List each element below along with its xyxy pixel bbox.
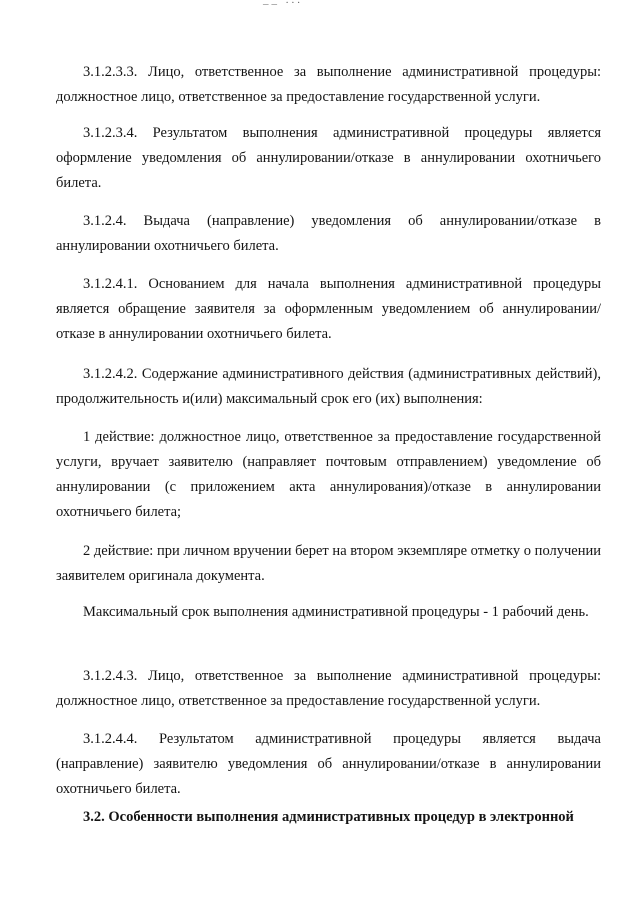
paragraph-3-1-2-4: 3.1.2.4. Выдача (направление) уведомления об аннулировании/отказе в аннулировании охотничьего билета.: [56, 213, 601, 254]
paragraph-max-term: Максимальный срок выполнения административной процедуры - 1 рабочий день.: [83, 604, 589, 620]
paragraph-3-1-2-4-3: 3.1.2.4.3. Лицо, ответственное за выполнение административной процедуры: должностное лицо, ответственное за предоставление государственной услуги.: [56, 668, 601, 709]
paragraph-3-1-2-4-4: 3.1.2.4.4. Результатом административной процедуры является выдача (направление) заявителю уведомления об аннулировании/отказе в аннулировании охотничьего билета.: [56, 731, 601, 797]
paragraph-action-2: 2 действие: при личном вручении берет на втором экземпляре отметку о получении заявителем оригинала документа.: [56, 543, 601, 584]
paragraph-3-1-2-3-3: 3.1.2.3.3. Лицо, ответственное за выполнение административной процедуры: должностное лицо, ответственное за предоставление государственной услуги.: [56, 64, 601, 105]
paragraph-action-1: 1 действие: должностное лицо, ответственное за предоставление государственной услуги, вручает заявителю (направляет почтовым отправлением) уведомление об аннулировании (с приложением акта аннулирования)/отказе в аннулировании охотничьего билета;: [56, 429, 601, 520]
section-heading-3-2: 3.2. Особенности выполнения административных процедур в электронной: [83, 809, 574, 825]
paragraph-3-1-2-4-1: 3.1.2.4.1. Основанием для начала выполнения административной процедуры является обращение заявителя за оформленным уведомлением об аннулировании/отказе в аннулировании охотничьего билета.: [56, 276, 601, 342]
paragraph-3-1-2-3-4: 3.1.2.3.4. Результатом выполнения административной процедуры является оформление уведомления об аннулировании/отказе в аннулировании охотничьего билета.: [56, 125, 601, 191]
paragraph-3-1-2-4-2: 3.1.2.4.2. Содержание административного действия (административных действий), продолжительность и(или) максимальный срок его (их) выполнения:: [56, 366, 601, 407]
page-number-mark: __ ...: [263, 0, 303, 6]
